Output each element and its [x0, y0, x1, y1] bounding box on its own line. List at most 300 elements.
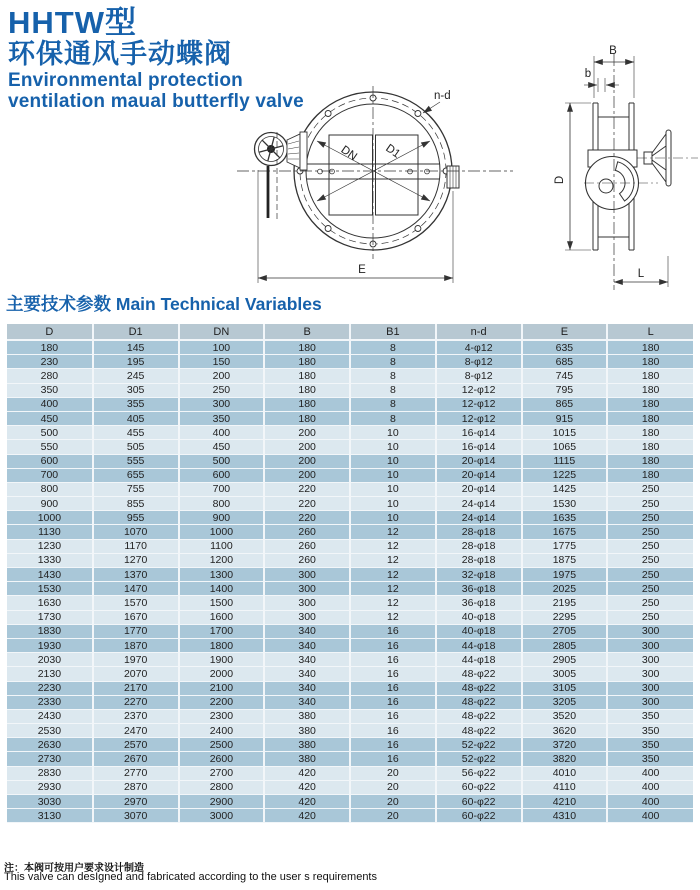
- front-view-drawing: [237, 86, 513, 283]
- table-cell: 1700: [179, 624, 265, 638]
- table-cell: 40-φ18: [436, 610, 522, 624]
- table-cell: 1430: [7, 568, 93, 582]
- table-cell: 16: [350, 653, 436, 667]
- table-cell: 400: [607, 809, 693, 823]
- table-cell: 1830: [7, 624, 93, 638]
- table-cell: 2805: [522, 638, 608, 652]
- table-cell: 180: [264, 340, 350, 355]
- table-cell: 340: [264, 667, 350, 681]
- table-cell: 250: [607, 539, 693, 553]
- table-cell: 1630: [7, 596, 93, 610]
- table-cell: 700: [7, 468, 93, 482]
- table-cell: 855: [93, 497, 179, 511]
- table-row: [7, 809, 693, 823]
- table-cell: 2570: [93, 738, 179, 752]
- table-cell: 4010: [522, 766, 608, 780]
- table-cell: 48-φ22: [436, 681, 522, 695]
- side-view-drawing: [554, 45, 698, 290]
- table-cell: 1775: [522, 539, 608, 553]
- table-cell: 450: [7, 411, 93, 425]
- table-cell: 300: [264, 582, 350, 596]
- table-cell: 1370: [93, 568, 179, 582]
- table-cell: 500: [179, 454, 265, 468]
- column-header: B: [264, 324, 350, 340]
- table-cell: 12: [350, 525, 436, 539]
- table-cell: 2030: [7, 653, 93, 667]
- table-cell: 550: [7, 440, 93, 454]
- table-cell: 28-φ18: [436, 553, 522, 567]
- table-cell: 3070: [93, 809, 179, 823]
- table-row: [7, 795, 693, 809]
- table-cell: 300: [264, 610, 350, 624]
- column-header: D: [7, 324, 93, 340]
- table-cell: 2170: [93, 681, 179, 695]
- table-cell: 16: [350, 695, 436, 709]
- table-cell: 12: [350, 582, 436, 596]
- table-cell: 230: [7, 355, 93, 369]
- table-cell: 3030: [7, 795, 93, 809]
- table-cell: 10: [350, 482, 436, 496]
- table-row: [7, 426, 693, 440]
- table-row: [7, 681, 693, 695]
- table-row: [7, 582, 693, 596]
- table-cell: 340: [264, 695, 350, 709]
- table-cell: 8: [350, 411, 436, 425]
- table-cell: 380: [264, 724, 350, 738]
- table-cell: 220: [264, 497, 350, 511]
- table-cell: 3105: [522, 681, 608, 695]
- table-cell: 200: [264, 426, 350, 440]
- table-cell: 2270: [93, 695, 179, 709]
- table-cell: 2430: [7, 709, 93, 723]
- table-cell: 350: [607, 724, 693, 738]
- table-cell: 10: [350, 440, 436, 454]
- table-cell: 36-φ18: [436, 596, 522, 610]
- label-b-cap: B: [609, 45, 617, 57]
- table-cell: 250: [607, 511, 693, 525]
- table-cell: 2200: [179, 695, 265, 709]
- table-cell: 4-φ12: [436, 340, 522, 355]
- technical-drawings: [0, 40, 700, 298]
- table-cell: 1675: [522, 525, 608, 539]
- table-cell: 180: [264, 355, 350, 369]
- table-cell: 250: [607, 582, 693, 596]
- table-head: [7, 324, 693, 340]
- table-cell: 200: [264, 454, 350, 468]
- table-cell: 1570: [93, 596, 179, 610]
- table-cell: 505: [93, 440, 179, 454]
- table-cell: 2330: [7, 695, 93, 709]
- table-cell: 350: [179, 411, 265, 425]
- table-cell: 300: [607, 681, 693, 695]
- table-cell: 1065: [522, 440, 608, 454]
- table-cell: 1070: [93, 525, 179, 539]
- table-cell: 16: [350, 724, 436, 738]
- table-cell: 180: [607, 369, 693, 383]
- table-cell: 915: [522, 411, 608, 425]
- table-cell: 16: [350, 709, 436, 723]
- table-cell: 350: [607, 709, 693, 723]
- model-name: HHTW型: [8, 5, 137, 40]
- table-cell: 250: [179, 383, 265, 397]
- table-cell: 2195: [522, 596, 608, 610]
- table-row: [7, 667, 693, 681]
- table-cell: 250: [607, 596, 693, 610]
- table-cell: 1100: [179, 539, 265, 553]
- table-row: [7, 724, 693, 738]
- table-cell: 1300: [179, 568, 265, 582]
- table-cell: 150: [179, 355, 265, 369]
- table-cell: 1770: [93, 624, 179, 638]
- table-cell: 2295: [522, 610, 608, 624]
- table-cell: 250: [607, 482, 693, 496]
- table-cell: 1530: [522, 497, 608, 511]
- table-cell: 48-φ22: [436, 709, 522, 723]
- nd-leader-line: [423, 102, 440, 113]
- table-cell: 16-φ14: [436, 426, 522, 440]
- table-row: [7, 383, 693, 397]
- table-cell: 635: [522, 340, 608, 355]
- table-cell: 2970: [93, 795, 179, 809]
- table-cell: 3720: [522, 738, 608, 752]
- table-cell: 12: [350, 539, 436, 553]
- note-cn: 注：本阀可按用户要求设计制造: [4, 863, 144, 874]
- table-cell: 2905: [522, 653, 608, 667]
- table-row: [7, 653, 693, 667]
- table-cell: 400: [179, 426, 265, 440]
- table-cell: 1470: [93, 582, 179, 596]
- table-cell: 12-φ12: [436, 397, 522, 411]
- table-row: [7, 411, 693, 425]
- table-cell: 2025: [522, 582, 608, 596]
- table-cell: 10: [350, 426, 436, 440]
- table-cell: 4110: [522, 780, 608, 794]
- handwheel: [255, 133, 288, 166]
- table-cell: 48-φ22: [436, 724, 522, 738]
- table-cell: 420: [264, 766, 350, 780]
- table-cell: 420: [264, 795, 350, 809]
- table-cell: 300: [607, 653, 693, 667]
- table-cell: 400: [607, 795, 693, 809]
- table-row: [7, 468, 693, 482]
- table-cell: 180: [264, 383, 350, 397]
- table-row: [7, 596, 693, 610]
- column-header: n-d: [436, 324, 522, 340]
- table-cell: 900: [179, 511, 265, 525]
- table-cell: 2070: [93, 667, 179, 681]
- table-cell: 1900: [179, 653, 265, 667]
- table-cell: 300: [264, 596, 350, 610]
- valve-shaft: [307, 164, 440, 179]
- table-cell: 250: [607, 568, 693, 582]
- table-cell: 44-φ18: [436, 638, 522, 652]
- table-cell: 380: [264, 709, 350, 723]
- table-cell: 350: [607, 752, 693, 766]
- table-cell: 60-φ22: [436, 809, 522, 823]
- table-cell: 4310: [522, 809, 608, 823]
- table-cell: 250: [607, 553, 693, 567]
- table-cell: 350: [7, 383, 93, 397]
- table-cell: 8: [350, 369, 436, 383]
- table-cell: 3130: [7, 809, 93, 823]
- table-cell: 180: [607, 397, 693, 411]
- table-cell: 8: [350, 355, 436, 369]
- table-cell: 52-φ22: [436, 738, 522, 752]
- table-cell: 745: [522, 369, 608, 383]
- table-cell: 655: [93, 468, 179, 482]
- table-cell: 2900: [179, 795, 265, 809]
- table-cell: 1225: [522, 468, 608, 482]
- table-cell: 340: [264, 653, 350, 667]
- table-cell: 2400: [179, 724, 265, 738]
- product-title-en-line2: ventilation maual butterfly valve: [8, 91, 304, 112]
- table-cell: 1400: [179, 582, 265, 596]
- table-cell: 1425: [522, 482, 608, 496]
- section-title-cn: 主要技术参数: [6, 294, 111, 314]
- label-d1: D1: [383, 142, 403, 161]
- table-cell: 4210: [522, 795, 608, 809]
- table-body: [7, 340, 693, 823]
- table-cell: 300: [179, 397, 265, 411]
- table-cell: 180: [607, 383, 693, 397]
- table-cell: 145: [93, 340, 179, 355]
- table-cell: 3520: [522, 709, 608, 723]
- table-cell: 3620: [522, 724, 608, 738]
- table-cell: 2370: [93, 709, 179, 723]
- table-cell: 16: [350, 638, 436, 652]
- table-cell: 10: [350, 468, 436, 482]
- table-cell: 600: [179, 468, 265, 482]
- table-cell: 1635: [522, 511, 608, 525]
- table-cell: 12: [350, 568, 436, 582]
- table-row: [7, 355, 693, 369]
- table-cell: 3205: [522, 695, 608, 709]
- table-cell: 28-φ18: [436, 525, 522, 539]
- label-l-cap: L: [637, 268, 645, 280]
- table-cell: 24-φ14: [436, 511, 522, 525]
- table-cell: 20-φ14: [436, 468, 522, 482]
- table-cell: 28-φ18: [436, 539, 522, 553]
- table-row: [7, 709, 693, 723]
- table-cell: 16: [350, 667, 436, 681]
- table-cell: 2770: [93, 766, 179, 780]
- table-cell: 8: [350, 383, 436, 397]
- table-row: [7, 397, 693, 411]
- table-cell: 420: [264, 780, 350, 794]
- table-cell: 900: [7, 497, 93, 511]
- table-row: [7, 454, 693, 468]
- product-title-cn: 环保通风手动蝶阀: [8, 39, 232, 69]
- table-cell: 180: [607, 426, 693, 440]
- table-cell: 32-φ18: [436, 568, 522, 582]
- table-cell: 800: [179, 497, 265, 511]
- table-cell: 400: [607, 780, 693, 794]
- table-cell: 1200: [179, 553, 265, 567]
- table-row: [7, 482, 693, 496]
- table-row: [7, 440, 693, 454]
- label-b-small: b: [584, 68, 592, 80]
- table-cell: 300: [264, 568, 350, 582]
- table-cell: 20: [350, 766, 436, 780]
- table-row: [7, 568, 693, 582]
- table-row: [7, 738, 693, 752]
- table-cell: 305: [93, 383, 179, 397]
- table-cell: 300: [607, 667, 693, 681]
- table-cell: 8: [350, 340, 436, 355]
- table-row: [7, 624, 693, 638]
- table-cell: 250: [607, 610, 693, 624]
- note-en: This valve can desIgned and fabricated according to the user s requirements: [4, 871, 377, 883]
- table-cell: 250: [607, 497, 693, 511]
- table-cell: 2530: [7, 724, 93, 738]
- table-cell: 12-φ12: [436, 383, 522, 397]
- table-cell: 1670: [93, 610, 179, 624]
- table-cell: 2630: [7, 738, 93, 752]
- section-title: [6, 291, 322, 316]
- column-header: D1: [93, 324, 179, 340]
- table-cell: 500: [7, 426, 93, 440]
- table-cell: 24-φ14: [436, 497, 522, 511]
- table-cell: 220: [264, 511, 350, 525]
- table-cell: 2230: [7, 681, 93, 695]
- table-cell: 700: [179, 482, 265, 496]
- table-cell: 10: [350, 454, 436, 468]
- table-cell: 1730: [7, 610, 93, 624]
- table-cell: 1500: [179, 596, 265, 610]
- table-cell: 245: [93, 369, 179, 383]
- table-cell: 180: [607, 355, 693, 369]
- table-cell: 355: [93, 397, 179, 411]
- table-cell: 12: [350, 553, 436, 567]
- gear-bracket: [287, 132, 307, 170]
- table-cell: 2000: [179, 667, 265, 681]
- table-cell: 8-φ12: [436, 369, 522, 383]
- table-cell: 795: [522, 383, 608, 397]
- table-cell: 12-φ12: [436, 411, 522, 425]
- table-cell: 180: [607, 411, 693, 425]
- table-cell: 1970: [93, 653, 179, 667]
- table-cell: 1170: [93, 539, 179, 553]
- table-row: [7, 780, 693, 794]
- table-cell: 180: [7, 340, 93, 355]
- table-cell: 20-φ14: [436, 454, 522, 468]
- table-cell: 380: [264, 752, 350, 766]
- table-cell: 2470: [93, 724, 179, 738]
- table-cell: 2300: [179, 709, 265, 723]
- table-cell: 60-φ22: [436, 780, 522, 794]
- table-cell: 10: [350, 511, 436, 525]
- table-cell: 2730: [7, 752, 93, 766]
- table-cell: 2130: [7, 667, 93, 681]
- shaft-end-cap: [447, 166, 459, 188]
- table-row: [7, 752, 693, 766]
- table-row: [7, 525, 693, 539]
- table-cell: 2100: [179, 681, 265, 695]
- table-row: [7, 340, 693, 355]
- table-cell: 755: [93, 482, 179, 496]
- table-cell: 1875: [522, 553, 608, 567]
- table-cell: 36-φ18: [436, 582, 522, 596]
- table-cell: 1600: [179, 610, 265, 624]
- table-cell: 52-φ22: [436, 752, 522, 766]
- table-cell: 2670: [93, 752, 179, 766]
- table-header-row: [7, 324, 693, 340]
- table-cell: 420: [264, 809, 350, 823]
- table-cell: 16: [350, 624, 436, 638]
- table-cell: 12: [350, 596, 436, 610]
- table-cell: 1930: [7, 638, 93, 652]
- table-cell: 685: [522, 355, 608, 369]
- table-cell: 455: [93, 426, 179, 440]
- table-cell: 8-φ12: [436, 355, 522, 369]
- table-cell: 400: [607, 766, 693, 780]
- table-cell: 2800: [179, 780, 265, 794]
- table-cell: 300: [607, 624, 693, 638]
- table-cell: 16-φ14: [436, 440, 522, 454]
- table-row: [7, 766, 693, 780]
- table-row: [7, 539, 693, 553]
- table-cell: 180: [607, 440, 693, 454]
- table-cell: 16: [350, 681, 436, 695]
- table-cell: 340: [264, 638, 350, 652]
- table-cell: 2705: [522, 624, 608, 638]
- table-row: [7, 497, 693, 511]
- table-cell: 2600: [179, 752, 265, 766]
- label-d-cap: D: [554, 175, 566, 185]
- table-cell: 1000: [7, 511, 93, 525]
- table-cell: 3000: [179, 809, 265, 823]
- table-cell: 1115: [522, 454, 608, 468]
- table-cell: 16: [350, 752, 436, 766]
- table-cell: 44-φ18: [436, 653, 522, 667]
- table-row: [7, 511, 693, 525]
- table-cell: 195: [93, 355, 179, 369]
- column-header: L: [607, 324, 693, 340]
- table-cell: 100: [179, 340, 265, 355]
- table-cell: 1000: [179, 525, 265, 539]
- table-cell: 20: [350, 795, 436, 809]
- table-cell: 20: [350, 780, 436, 794]
- table-cell: 350: [607, 738, 693, 752]
- section-title-en: Main Technical Variables: [115, 294, 322, 314]
- table-cell: 180: [264, 411, 350, 425]
- label-nd: n-d: [434, 90, 451, 102]
- table-cell: 340: [264, 681, 350, 695]
- table-cell: 340: [264, 624, 350, 638]
- table-cell: 180: [607, 468, 693, 482]
- table-row: [7, 610, 693, 624]
- product-title-en-line1: Environmental protection: [8, 70, 243, 91]
- table-cell: 200: [264, 468, 350, 482]
- table-cell: 250: [607, 525, 693, 539]
- table-cell: 865: [522, 397, 608, 411]
- table-cell: 1800: [179, 638, 265, 652]
- table-cell: 260: [264, 553, 350, 567]
- table-cell: 1530: [7, 582, 93, 596]
- table-cell: 60-φ22: [436, 795, 522, 809]
- table-cell: 260: [264, 539, 350, 553]
- table-cell: 405: [93, 411, 179, 425]
- table-cell: 56-φ22: [436, 766, 522, 780]
- table-cell: 48-φ22: [436, 695, 522, 709]
- table-cell: 20-φ14: [436, 482, 522, 496]
- table-cell: 1015: [522, 426, 608, 440]
- table-cell: 40-φ18: [436, 624, 522, 638]
- table-cell: 2930: [7, 780, 93, 794]
- table-cell: 200: [179, 369, 265, 383]
- table-cell: 2700: [179, 766, 265, 780]
- table-cell: 955: [93, 511, 179, 525]
